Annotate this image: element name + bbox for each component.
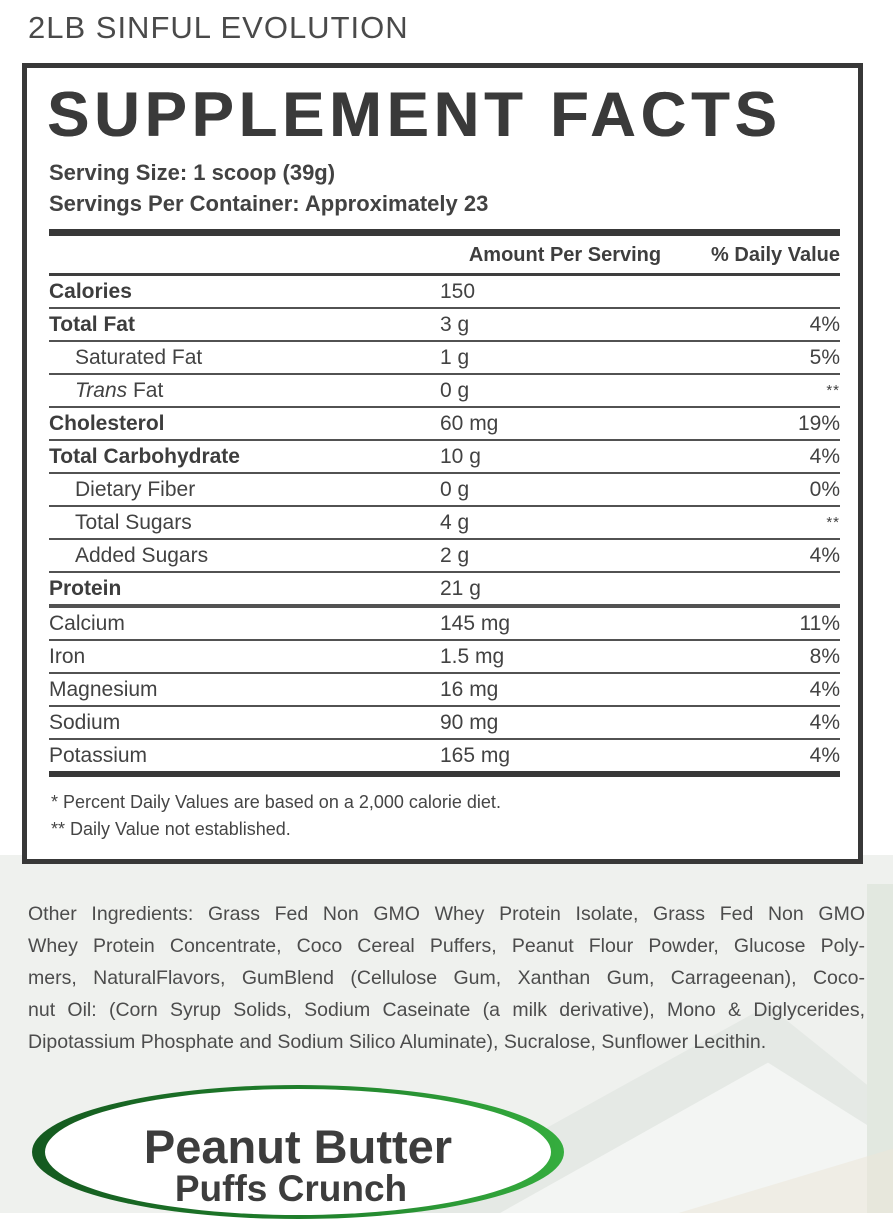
nutrient-dv: 4% bbox=[690, 539, 840, 572]
flavor-badge bbox=[28, 1082, 568, 1222]
ingredients-line: Other Ingredients: Grass Fed Non GMO Whey Protein Isolate, Grass Fed Non GMO bbox=[28, 903, 865, 925]
nutrient-dv: 4% bbox=[690, 440, 840, 473]
nutrient-name: Sodium bbox=[49, 711, 121, 734]
label-page bbox=[0, 10, 893, 1222]
nutrient-name: Total Carbohydrate bbox=[49, 445, 240, 468]
table-row-cholesterol bbox=[49, 407, 840, 440]
col-header-daily-value: % Daily Value bbox=[690, 236, 840, 275]
nutrition-table bbox=[49, 236, 840, 771]
table-row-total-sugars bbox=[49, 506, 840, 539]
flavor-name-line1: Peanut Butter bbox=[143, 1120, 453, 1173]
nutrient-dv: 4% bbox=[690, 739, 840, 771]
nutrient-amount: 60 mg bbox=[440, 407, 690, 440]
nutrient-name: Fat bbox=[127, 379, 164, 402]
nutrient-dv: 11% bbox=[690, 606, 840, 640]
table-row-total-fat bbox=[49, 308, 840, 341]
nutrient-dv: 4% bbox=[690, 308, 840, 341]
nutrient-amount: 16 mg bbox=[440, 673, 690, 706]
facts-title: SUPPLEMENT FACTS bbox=[47, 80, 782, 150]
nutrient-dv: 5% bbox=[690, 341, 840, 374]
ingredients-line: nut Oil: (Corn Syrup Solids, Sodium Caseinate (a milk derivative), Mono & Diglycerides, bbox=[28, 999, 865, 1021]
other-ingredients bbox=[28, 898, 865, 1058]
nutrient-name: Iron bbox=[49, 645, 86, 668]
table-row-potassium bbox=[49, 739, 840, 771]
nutrient-name: Calcium bbox=[49, 612, 125, 635]
nutrient-amount: 145 mg bbox=[440, 606, 690, 640]
nutrient-amount: 150 bbox=[440, 280, 476, 303]
nutrient-amount: 90 mg bbox=[440, 706, 690, 739]
nutrient-name: Calories bbox=[49, 280, 132, 303]
table-header-row bbox=[49, 236, 840, 275]
divider-thick-bottom bbox=[49, 771, 840, 777]
nutrient-dv: 4% bbox=[690, 673, 840, 706]
ingredients-line: Whey Protein Concentrate, Coco Cereal Puffers, Peanut Flour Powder, Glucose Poly- bbox=[28, 935, 865, 957]
footnote-daily-values: * Percent Daily Values are based on a 2,000 calorie diet. bbox=[51, 792, 501, 812]
table-row-calcium bbox=[49, 606, 840, 640]
nutrient-dv: 4% bbox=[690, 706, 840, 739]
nutrient-amount: 4 g bbox=[440, 506, 690, 539]
nutrient-dv: 0% bbox=[690, 473, 840, 506]
nutrient-amount: 0 g bbox=[440, 473, 690, 506]
nutrient-name: Protein bbox=[49, 577, 122, 600]
table-row-iron bbox=[49, 640, 840, 673]
footnote-not-established: ** Daily Value not established. bbox=[51, 819, 291, 839]
nutrient-name: Saturated Fat bbox=[75, 346, 203, 369]
nutrient-name: Total Sugars bbox=[75, 511, 192, 534]
table-row-magnesium bbox=[49, 673, 840, 706]
nutrient-name: Dietary Fiber bbox=[75, 478, 196, 501]
nutrient-name-italic: Trans bbox=[75, 379, 128, 402]
nutrient-name: Cholesterol bbox=[49, 412, 165, 435]
nutrient-amount: 3 g bbox=[440, 308, 690, 341]
table-row-dietary-fiber bbox=[49, 473, 840, 506]
table-row-protein bbox=[49, 572, 840, 606]
table-row-sodium bbox=[49, 706, 840, 739]
nutrient-name: Total Fat bbox=[49, 313, 135, 336]
nutrient-name: Added Sugars bbox=[75, 544, 209, 567]
ingredients-line: mers, NaturalFlavors, GumBlend (Cellulose Gum, Xanthan Gum, Carrageenan), Coco- bbox=[28, 967, 865, 989]
nutrient-name: Magnesium bbox=[49, 678, 158, 701]
serving-size-line: Serving Size: 1 scoop (39g) bbox=[49, 160, 336, 185]
flavor-name-line2: Puffs Crunch bbox=[174, 1168, 408, 1209]
divider-thick-top bbox=[49, 229, 840, 236]
nutrient-amount: 0 g bbox=[440, 374, 690, 407]
nutrient-dv: ** bbox=[690, 506, 840, 539]
product-title: 2LB SINFUL EVOLUTION bbox=[28, 10, 409, 45]
table-row-total-carbohydrate bbox=[49, 440, 840, 473]
supplement-facts-panel bbox=[22, 63, 863, 864]
flavor-ellipse-graphic bbox=[28, 1082, 568, 1222]
ingredients-line: Dipotassium Phosphate and Sodium Silico Aluminate), Sucralose, Sunflower Lecithin. bbox=[28, 1031, 767, 1053]
nutrient-dv: ** bbox=[690, 374, 840, 407]
nutrient-dv bbox=[690, 572, 840, 606]
table-row-trans-fat bbox=[49, 374, 840, 407]
nutrient-amount: 10 g bbox=[440, 440, 690, 473]
nutrient-dv bbox=[690, 275, 840, 309]
nutrient-dv: 8% bbox=[690, 640, 840, 673]
servings-per-container-line: Servings Per Container: Approximately 23 bbox=[49, 191, 489, 216]
col-header-amount: Amount Per Serving bbox=[440, 236, 690, 275]
footnotes bbox=[51, 789, 840, 843]
table-row-calories bbox=[49, 275, 840, 309]
nutrient-amount: 165 mg bbox=[440, 739, 690, 771]
nutrient-dv: 19% bbox=[690, 407, 840, 440]
nutrient-amount: 1 g bbox=[440, 341, 690, 374]
nutrient-amount: 2 g bbox=[440, 539, 690, 572]
nutrient-name: Potassium bbox=[49, 744, 148, 767]
nutrient-amount: 1.5 mg bbox=[440, 640, 690, 673]
col-header-nutrient bbox=[49, 236, 440, 275]
table-row-saturated-fat bbox=[49, 341, 840, 374]
nutrient-amount: 21 g bbox=[440, 572, 690, 606]
table-row-added-sugars bbox=[49, 539, 840, 572]
